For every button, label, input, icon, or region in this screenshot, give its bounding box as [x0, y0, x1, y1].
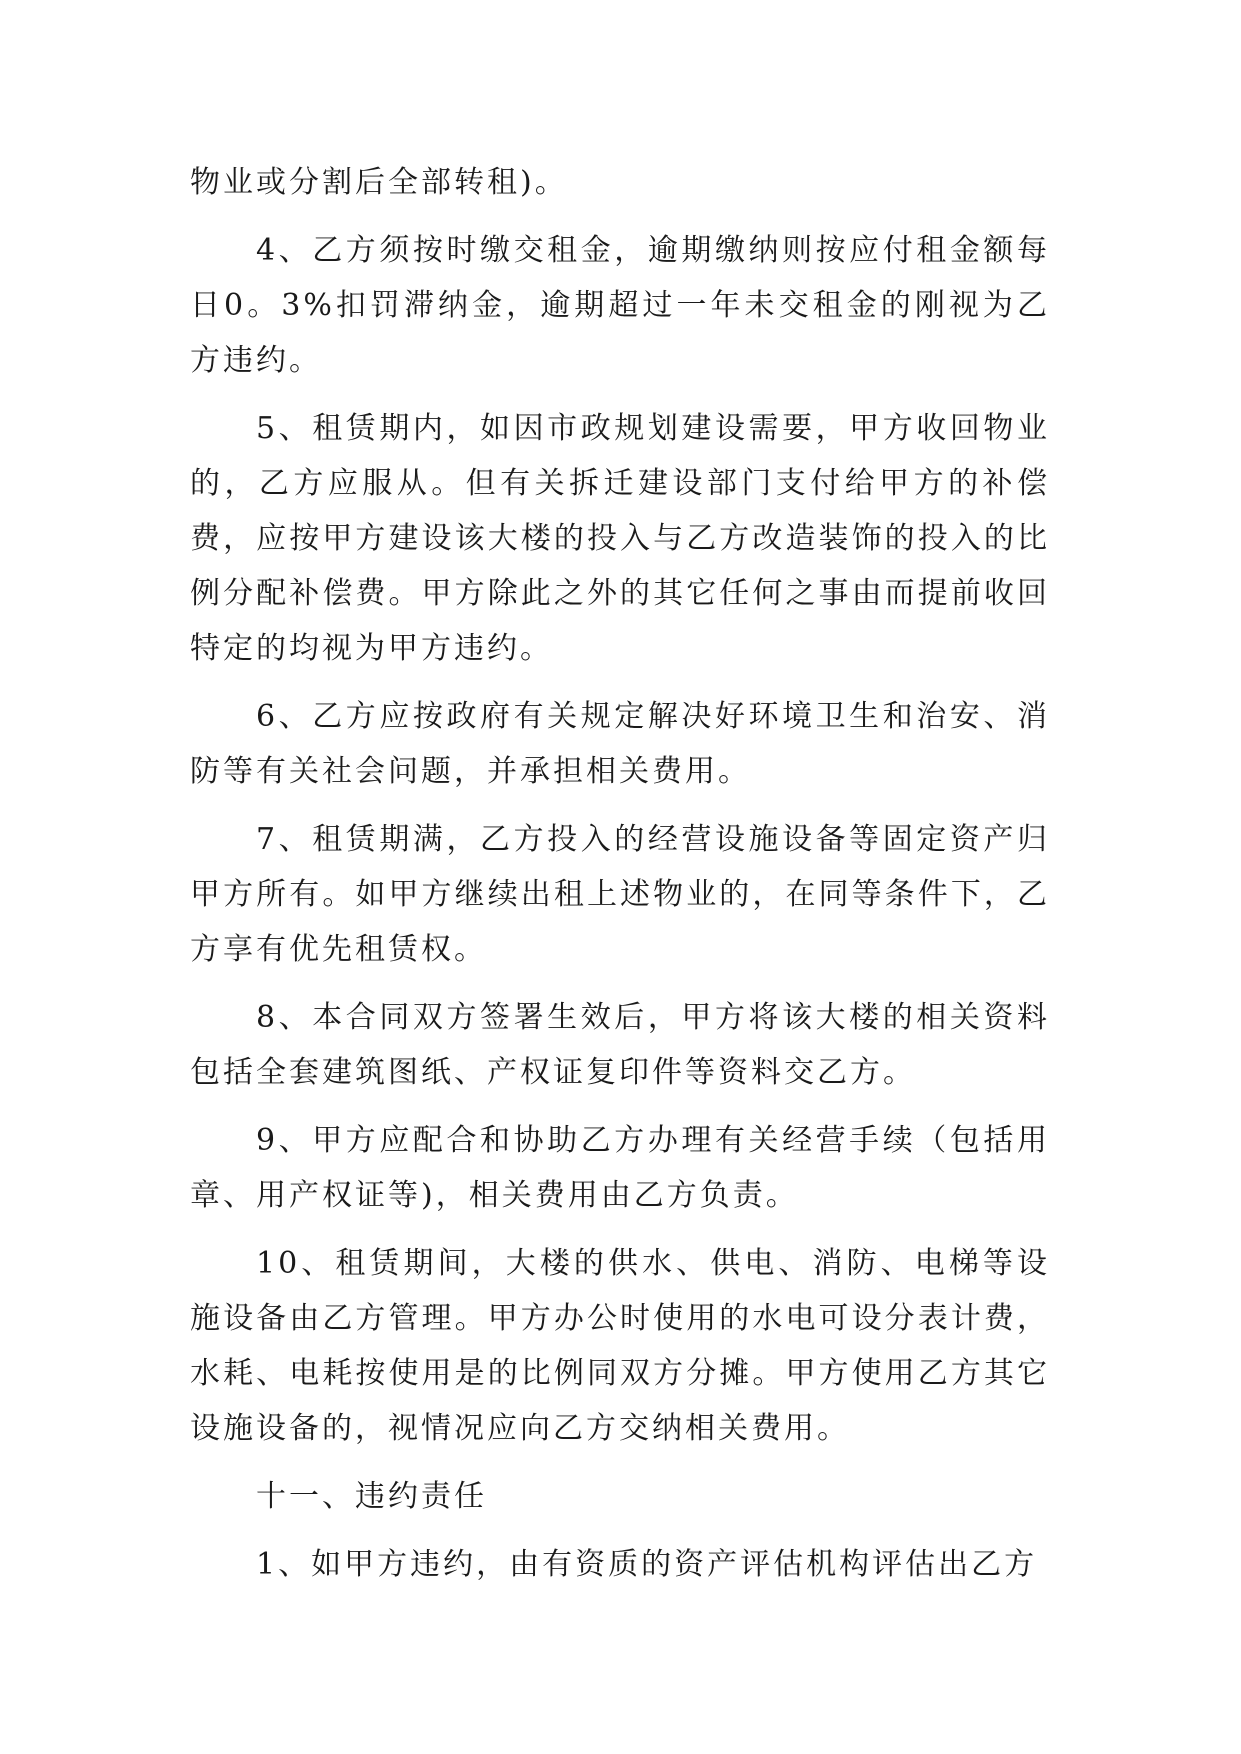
clause-10-paragraph: 10、租赁期间，大楼的供水、供电、消防、电梯等设施设备由乙方管理。甲方办公时使用的水电可设分表计费，水耗、电耗按使用是的比例同双方分摊。甲方使用乙方其它设施设备的，视情况应向乙方交纳相关费用。 [190, 1246, 1050, 1446]
paragraph-continuation: 物业或分割后全部转租)。 [190, 165, 568, 200]
section-heading-breach-liability: 十一、违约责任 [256, 1479, 487, 1514]
clause-5-paragraph: 5、租赁期内，如因市政规划建设需要，甲方收回物业的，乙方应服从。但有关拆迁建设部门支付给甲方的补偿费，应按甲方建设该大楼的投入与乙方改造装饰的投入的比例分配补偿费。甲方除此之外的其它任何之事由而提前收回特定的均视为甲方违约。 [190, 411, 1050, 666]
clause-6-paragraph: 6、乙方应按政府有关规定解决好环境卫生和治安、消防等有关社会问题，并承担相关费用。 [190, 699, 1050, 789]
clause-7-paragraph: 7、租赁期满，乙方投入的经营设施设备等固定资产归甲方所有。如甲方继续出租上述物业的，在同等条件下，乙方享有优先租赁权。 [190, 822, 1050, 967]
clause-4-paragraph: 4、乙方须按时缴交租金，逾期缴纳则按应付租金额每日0。3%扣罚滞纳金，逾期超过一年未交租金的刚视为乙方违约。 [190, 233, 1050, 378]
clause-8-paragraph: 8、本合同双方签署生效后，甲方将该大楼的相关资料包括全套建筑图纸、产权证复印件等资料交乙方。 [190, 1000, 1050, 1090]
clause-9-paragraph: 9、甲方应配合和协助乙方办理有关经营手续（包括用章、用产权证等)，相关费用由乙方负责。 [190, 1123, 1050, 1213]
breach-clause-1-paragraph: 1、如甲方违约，由有资质的资产评估机构评估出乙方 [256, 1547, 1038, 1582]
document-body [190, 155, 1050, 1605]
